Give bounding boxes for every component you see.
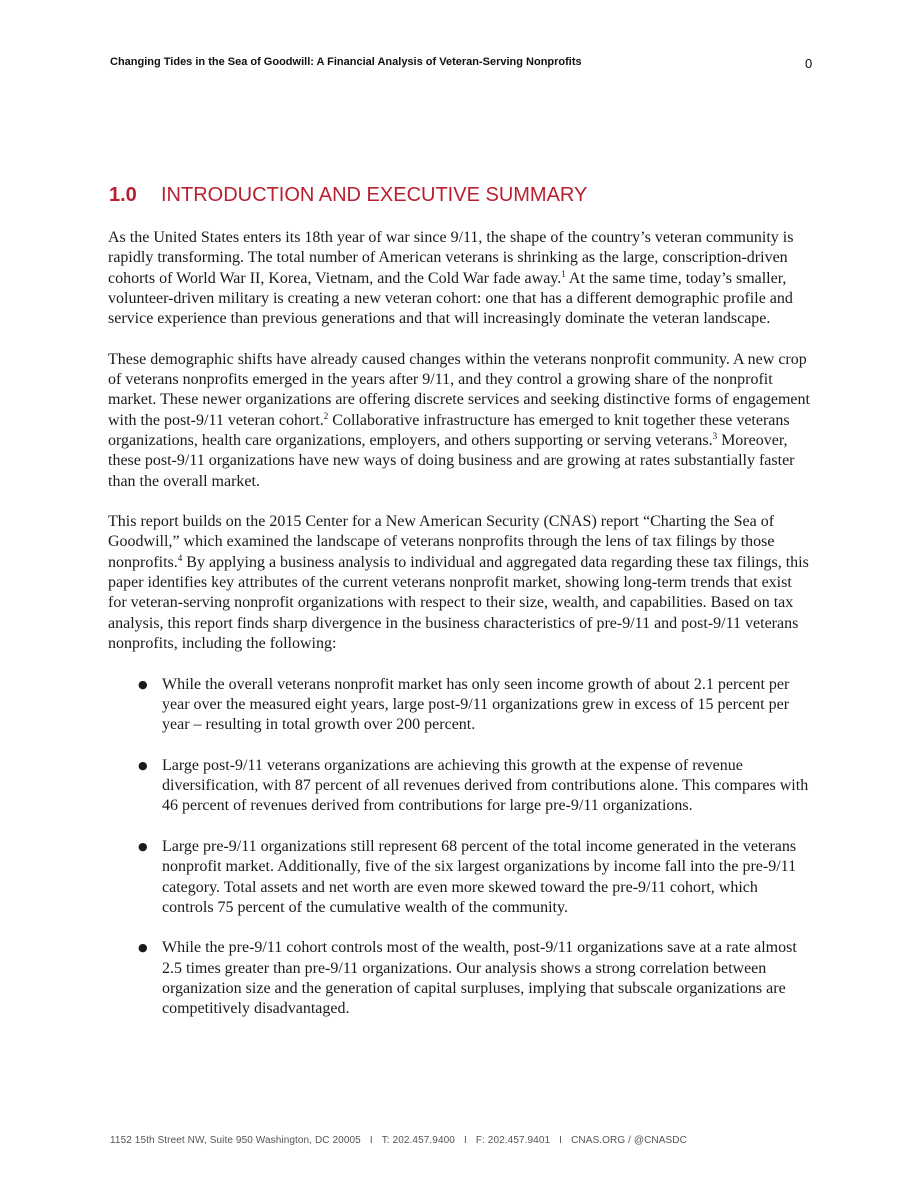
section-title: INTRODUCTION AND EXECUTIVE SUMMARY — [161, 184, 588, 206]
page-footer — [110, 1135, 810, 1146]
paragraph: These demographic shifts have already caused changes within the veterans nonprofit community. A new crop of veterans nonprofits emerged in the years after 9/11, and they control a growing share of the nonprofit market. These newer organizations are offering discrete services and seeking distinctive forms of engagement with the post-9/11 veteran cohort.$^2$ Collaborative infrastructure has emerged to knit together these veterans organizations, health care organizations, employers, and others supporting or serving veterans.$^3$ Moreover, these post-9/11 organizations have new ways of doing business and are growing at rates substantially faster than the overall market. — [108, 350, 810, 490]
footer-phone: T: 202.457.9400 — [381, 1135, 455, 1146]
paragraph: This report builds on the 2015 Center for a New American Security (CNAS) report “Charting the Sea of Goodwill,” which examined the landscape of veterans nonprofits through the lens of tax filings by those nonprofits.$^4$ By applying a business analysis to individual and aggregated data regarding these tax filings, this paper identifies key attributes of the current veterans nonprofit market, showing long-term trends that exist for veteran-serving nonprofit organizations with respect to their size, wealth, and capabilities. Based on tax analysis, this report finds sharp divergence in the business characteristics of pre-9/11 and post-9/11 veterans nonprofits, including the following: — [108, 513, 809, 652]
footnote-ref[interactable]: 2 — [323, 410, 329, 421]
footer-address: 1152 15th Street NW, Suite 950 Washington, DC 20005 — [110, 1135, 361, 1146]
footer-fax: F: 202.457.9401 — [475, 1135, 551, 1146]
list-item: ● While the overall veterans nonprofit market has only seen income growth of about 2.1 percent per year over the measured eight years, large post-9/11 organizations grew in excess of 15 percent per year – resulting in total growth over 200 percent. — [138, 675, 790, 734]
footnote-ref[interactable]: 4 — [177, 552, 183, 563]
footnote-ref[interactable]: 3 — [712, 430, 718, 441]
bullet-icon: ● — [138, 677, 148, 691]
bullet-icon: ● — [138, 758, 148, 772]
running-title: Changing Tides in the Sea of Goodwill: A Financial Analysis of Veteran-Serving Nonprofits — [110, 56, 582, 68]
page-number: 0 — [805, 56, 813, 71]
body-text — [108, 228, 813, 1040]
footer-separator: I — [463, 1135, 467, 1146]
list-item: ● Large post-9/11 veterans organizations are achieving this growth at the expense of revenue diversification, with 87 percent of all revenues derived from contributions alone. This compares with 46 percent of revenues derived from contributions for large pre-9/11 organizations. — [138, 756, 809, 815]
section-number: 1.0 — [109, 184, 137, 206]
section-heading — [109, 184, 587, 207]
list-item: ● While the pre-9/11 cohort controls most of the wealth, post-9/11 organizations save at a rate almost 2.5 times greater than pre-9/11 organizations. Our analysis shows a strong correlation between organization size and the generation of capital surpluses, implying that subscale organizations are competitively disadvantaged. — [138, 939, 797, 1018]
footer-web-link[interactable]: CNAS.ORG / @CNASDC — [571, 1135, 687, 1146]
footer-separator: I — [559, 1135, 563, 1146]
bullet-icon: ● — [138, 839, 148, 853]
findings-list — [108, 675, 813, 1020]
list-item: ● Large pre-9/11 organizations still represent 68 percent of the total income generated in the veterans nonprofit market. Additionally, five of the six largest organizations by income fall into the pre-9/11 category. Total assets and net worth are even more skewed toward the pre-9/11 cohort, which controls 75 percent of the cumulative wealth of the community. — [138, 837, 797, 916]
footer-separator: I — [369, 1135, 373, 1146]
bullet-icon: ● — [138, 941, 148, 955]
footnote-ref[interactable]: 1 — [561, 268, 566, 279]
paragraph: As the United States enters its 18th year of war since 9/11, the shape of the country’s veteran community is rapidly transforming. The total number of American veterans is shrinking as the large, conscription-driven cohorts of World War II, Korea, Vietnam, and the Cold War fade away.$^1$ At the same time, today’s smaller, volunteer-driven military is creating a new veteran cohort: one that has a different demographic profile and service experience than previous generations and that will increasingly dominate the veteran landscape. — [108, 229, 794, 328]
